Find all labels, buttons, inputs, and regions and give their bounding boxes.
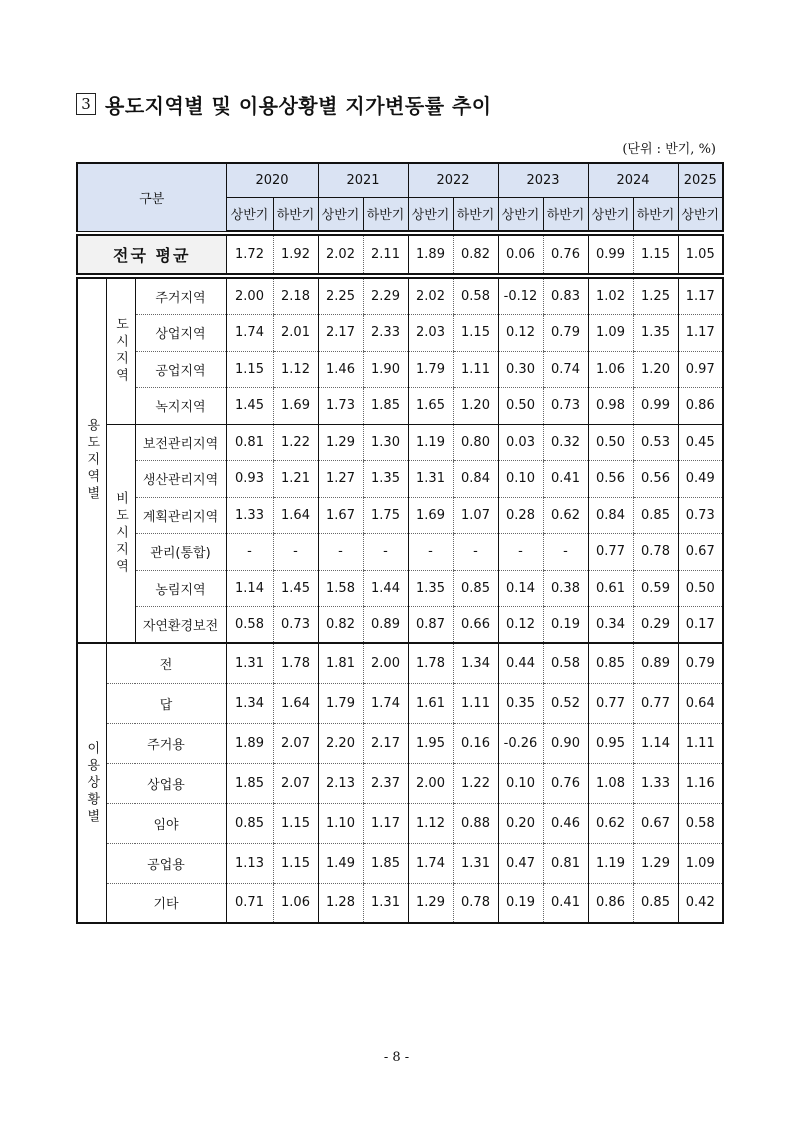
value-cell: - [273,534,318,571]
half-header: 상반기 [318,197,363,231]
value-cell: 1.44 [363,570,408,607]
national-average-label: 전국 평균 [77,235,226,274]
value-cell: 1.35 [633,315,678,352]
value-cell: 1.31 [363,883,408,923]
value-cell: 0.35 [498,683,543,723]
row-label: 기타 [106,883,226,923]
value-cell: 1.90 [363,351,408,388]
value-cell: 2.17 [363,723,408,763]
value-cell: 0.58 [226,607,273,644]
value-cell: 1.22 [273,424,318,461]
value-cell: 0.85 [588,643,633,683]
value-cell: 1.89 [226,723,273,763]
value-cell: 0.73 [543,388,588,425]
value-cell: 0.64 [678,683,723,723]
use-row [77,683,723,723]
use-row [77,843,723,883]
value-cell: 0.61 [588,570,633,607]
value-cell: 1.16 [678,763,723,803]
value-cell: 0.86 [678,388,723,425]
value-cell: 0.78 [633,534,678,571]
value-cell: 1.31 [453,843,498,883]
value-cell: 0.19 [543,607,588,644]
value-cell: 0.81 [226,424,273,461]
national-value: 0.99 [588,235,633,274]
value-cell: - [408,534,453,571]
value-cell: 0.77 [633,683,678,723]
value-cell: 0.14 [498,570,543,607]
value-cell: 1.10 [318,803,363,843]
value-cell: 0.29 [633,607,678,644]
value-cell: 0.12 [498,607,543,644]
value-cell: 0.93 [226,461,273,498]
value-cell: - [453,534,498,571]
value-cell: 0.89 [363,607,408,644]
value-cell: 1.33 [633,763,678,803]
value-cell: 1.64 [273,497,318,534]
value-cell: 0.03 [498,424,543,461]
value-cell: 0.44 [498,643,543,683]
national-value: 1.89 [408,235,453,274]
land-price-table [76,162,724,924]
use-group-label: 이용상황별 [77,643,106,923]
value-cell: 0.87 [408,607,453,644]
value-cell: 1.49 [318,843,363,883]
value-cell: 1.31 [408,461,453,498]
value-cell: 2.33 [363,315,408,352]
half-header: 상반기 [226,197,273,231]
value-cell: 1.09 [588,315,633,352]
half-header: 상반기 [498,197,543,231]
row-label: 상업용 [106,763,226,803]
row-label: 임야 [106,803,226,843]
value-cell: 0.88 [453,803,498,843]
value-cell: 0.41 [543,461,588,498]
value-cell: 0.79 [678,643,723,683]
value-cell: 1.74 [408,843,453,883]
value-cell: 0.66 [453,607,498,644]
value-cell: 0.10 [498,461,543,498]
value-cell: 2.00 [363,643,408,683]
value-cell: 1.22 [453,763,498,803]
value-cell: 0.59 [633,570,678,607]
half-header: 상반기 [678,197,723,231]
value-cell: 1.15 [453,315,498,352]
zone-row [77,351,723,388]
value-cell: 2.29 [363,278,408,315]
zone-row [77,388,723,425]
value-cell: 0.71 [226,883,273,923]
half-header: 상반기 [408,197,453,231]
value-cell: 2.37 [363,763,408,803]
row-label: 계획관리지역 [135,497,226,534]
national-value: 1.05 [678,235,723,274]
section-number-box: 3 [76,93,96,115]
national-value: 0.06 [498,235,543,274]
zone-row [77,497,723,534]
value-cell: 1.17 [363,803,408,843]
value-cell: - [543,534,588,571]
value-cell: 0.85 [453,570,498,607]
value-cell: 1.25 [633,278,678,315]
value-cell: 1.45 [273,570,318,607]
value-cell: 0.47 [498,843,543,883]
value-cell: 0.62 [588,803,633,843]
value-cell: 0.30 [498,351,543,388]
value-cell: 1.19 [588,843,633,883]
value-cell: 0.32 [543,424,588,461]
row-label: 공업용 [106,843,226,883]
half-header: 하반기 [273,197,318,231]
year-header: 2022 [408,163,498,197]
value-cell: 0.78 [453,883,498,923]
value-cell: -0.26 [498,723,543,763]
row-label: 주거지역 [135,278,226,315]
year-header: 2020 [226,163,318,197]
value-cell: 1.29 [633,843,678,883]
value-cell: 0.17 [678,607,723,644]
use-row [77,643,723,683]
nonurban-group-label: 비도시지역 [106,424,135,643]
value-cell: 0.84 [453,461,498,498]
value-cell: 1.12 [408,803,453,843]
value-cell: 0.85 [226,803,273,843]
value-cell: 1.69 [273,388,318,425]
value-cell: 1.14 [226,570,273,607]
value-cell: - [318,534,363,571]
value-cell: 0.58 [453,278,498,315]
value-cell: 0.52 [543,683,588,723]
value-cell: 0.82 [318,607,363,644]
row-label: 자연환경보전 [135,607,226,644]
row-label: 농림지역 [135,570,226,607]
value-cell: 1.81 [318,643,363,683]
value-cell: 1.06 [588,351,633,388]
value-cell: 1.20 [453,388,498,425]
value-cell: 1.79 [408,351,453,388]
national-value: 0.82 [453,235,498,274]
value-cell: 0.53 [633,424,678,461]
value-cell: 1.17 [678,278,723,315]
value-cell: 1.21 [273,461,318,498]
value-cell: 1.09 [678,843,723,883]
value-cell: 1.61 [408,683,453,723]
value-cell: 1.31 [226,643,273,683]
row-label: 보전관리지역 [135,424,226,461]
value-cell: 0.77 [588,534,633,571]
value-cell: 0.85 [633,497,678,534]
value-cell: 1.33 [226,497,273,534]
year-header: 2024 [588,163,678,197]
row-label: 전 [106,643,226,683]
value-cell: 0.16 [453,723,498,763]
value-cell: - [498,534,543,571]
zone-row [77,424,723,461]
value-cell: 1.11 [453,351,498,388]
value-cell: 1.15 [273,803,318,843]
value-cell: 1.69 [408,497,453,534]
zone-row [77,534,723,571]
value-cell: 1.12 [273,351,318,388]
half-header: 상반기 [588,197,633,231]
value-cell: 0.58 [678,803,723,843]
value-cell: 0.28 [498,497,543,534]
value-cell: 2.03 [408,315,453,352]
value-cell: 1.19 [408,424,453,461]
value-cell: 2.18 [273,278,318,315]
use-row [77,803,723,843]
value-cell: 2.25 [318,278,363,315]
value-cell: 2.07 [273,763,318,803]
zone-row [77,570,723,607]
unit-note: (단위 : 반기, %) [622,142,716,157]
national-value: 1.72 [226,235,273,274]
value-cell: - [226,534,273,571]
value-cell: 0.41 [543,883,588,923]
value-cell: 1.46 [318,351,363,388]
value-cell: 0.38 [543,570,588,607]
page-number: - 8 - [383,1050,410,1065]
value-cell: 1.74 [226,315,273,352]
value-cell: 0.85 [633,883,678,923]
year-header: 2025 [678,163,723,197]
value-cell: 0.73 [273,607,318,644]
value-cell: 1.27 [318,461,363,498]
row-label: 공업지역 [135,351,226,388]
value-cell: 1.74 [363,683,408,723]
value-cell: 0.74 [543,351,588,388]
value-cell: 2.00 [408,763,453,803]
value-cell: 2.07 [273,723,318,763]
zone-row [77,607,723,644]
value-cell: 0.42 [678,883,723,923]
value-cell: 1.29 [318,424,363,461]
value-cell: 0.12 [498,315,543,352]
value-cell: 0.98 [588,388,633,425]
value-cell: 1.85 [363,843,408,883]
value-cell: 1.13 [226,843,273,883]
value-cell: 1.08 [588,763,633,803]
value-cell: 1.15 [273,843,318,883]
category-header: 구분 [77,163,226,231]
value-cell: 1.85 [226,763,273,803]
value-cell: 1.58 [318,570,363,607]
national-value: 1.15 [633,235,678,274]
value-cell: 2.01 [273,315,318,352]
value-cell: 1.85 [363,388,408,425]
value-cell: 1.11 [678,723,723,763]
value-cell: 1.45 [226,388,273,425]
row-label: 주거용 [106,723,226,763]
zone-row [77,315,723,352]
value-cell: 2.17 [318,315,363,352]
row-label: 생산관리지역 [135,461,226,498]
value-cell: 0.84 [588,497,633,534]
use-row [77,763,723,803]
value-cell: 0.77 [588,683,633,723]
value-cell: 0.56 [633,461,678,498]
half-header: 하반기 [633,197,678,231]
year-header: 2023 [498,163,588,197]
value-cell: 1.73 [318,388,363,425]
half-header: 하반기 [543,197,588,231]
value-cell: 1.07 [453,497,498,534]
national-value: 2.11 [363,235,408,274]
value-cell: 0.50 [588,424,633,461]
national-average-row [77,235,723,274]
value-cell: 1.78 [273,643,318,683]
national-value: 0.76 [543,235,588,274]
half-header: 하반기 [363,197,408,231]
row-label: 상업지역 [135,315,226,352]
value-cell: 0.20 [498,803,543,843]
value-cell: 0.79 [543,315,588,352]
value-cell: 2.00 [226,278,273,315]
value-cell: 0.19 [498,883,543,923]
value-cell: 0.67 [678,534,723,571]
urban-group-label: 도시지역 [106,278,135,424]
value-cell: 1.34 [226,683,273,723]
value-cell: 1.35 [363,461,408,498]
value-cell: 2.02 [408,278,453,315]
value-cell: 0.46 [543,803,588,843]
value-cell: 1.30 [363,424,408,461]
section-title-text: 용도지역별 및 이용상황별 지가변동률 추이 [105,93,492,118]
value-cell: 1.29 [408,883,453,923]
value-cell: 0.50 [678,570,723,607]
value-cell: 0.34 [588,607,633,644]
national-value: 2.02 [318,235,363,274]
zone-group-label: 용도지역별 [77,278,106,643]
value-cell: -0.12 [498,278,543,315]
value-cell: 1.67 [318,497,363,534]
national-value: 1.92 [273,235,318,274]
value-cell: 1.28 [318,883,363,923]
row-label: 관리(통합) [135,534,226,571]
value-cell: 1.64 [273,683,318,723]
value-cell: 2.20 [318,723,363,763]
value-cell: 0.99 [633,388,678,425]
section-title [76,88,492,120]
value-cell: 2.13 [318,763,363,803]
value-cell: 1.02 [588,278,633,315]
value-cell: 0.83 [543,278,588,315]
value-cell: 0.81 [543,843,588,883]
value-cell: 0.10 [498,763,543,803]
half-header: 하반기 [453,197,498,231]
value-cell: 0.73 [678,497,723,534]
year-header: 2021 [318,163,408,197]
row-label: 답 [106,683,226,723]
value-cell: 0.56 [588,461,633,498]
row-label: 녹지지역 [135,388,226,425]
value-cell: 1.11 [453,683,498,723]
value-cell: 0.90 [543,723,588,763]
zone-row [77,278,723,315]
use-row [77,723,723,763]
value-cell: 1.78 [408,643,453,683]
value-cell: 0.80 [453,424,498,461]
use-row [77,883,723,923]
header-year-row [77,163,723,197]
value-cell: 1.34 [453,643,498,683]
value-cell: 1.06 [273,883,318,923]
value-cell: - [363,534,408,571]
value-cell: 1.75 [363,497,408,534]
value-cell: 0.58 [543,643,588,683]
value-cell: 1.95 [408,723,453,763]
value-cell: 1.15 [226,351,273,388]
value-cell: 0.86 [588,883,633,923]
value-cell: 1.17 [678,315,723,352]
value-cell: 1.35 [408,570,453,607]
value-cell: 0.67 [633,803,678,843]
value-cell: 0.50 [498,388,543,425]
value-cell: 0.97 [678,351,723,388]
value-cell: 1.20 [633,351,678,388]
value-cell: 1.79 [318,683,363,723]
value-cell: 1.65 [408,388,453,425]
value-cell: 0.45 [678,424,723,461]
value-cell: 0.62 [543,497,588,534]
value-cell: 0.49 [678,461,723,498]
zone-row [77,461,723,498]
value-cell: 0.76 [543,763,588,803]
value-cell: 0.95 [588,723,633,763]
value-cell: 0.89 [633,643,678,683]
value-cell: 1.14 [633,723,678,763]
